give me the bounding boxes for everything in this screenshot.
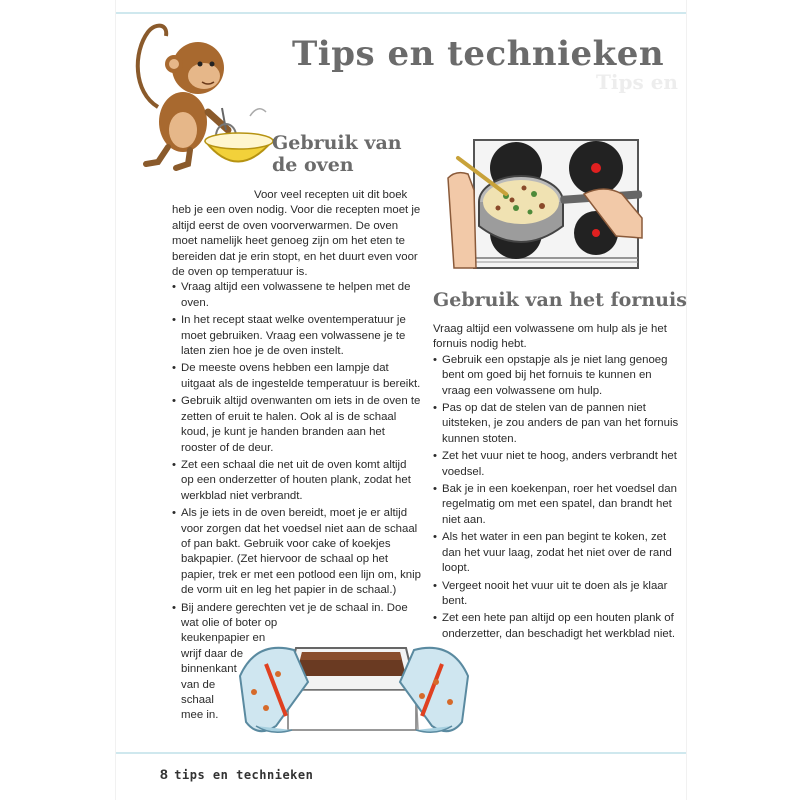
grease-line-6: van de [181, 678, 216, 691]
fornuis-bullet-list [433, 353, 683, 642]
fornuis-section-text [433, 322, 683, 644]
fornuis-heading: Gebruik van het fornuis [433, 289, 687, 311]
list-item: • Als het water in een pan begint te koken, zet dan het vuur laag, zodat het niet over de rand loopt. [433, 530, 683, 576]
list-item: • Bak je in een koekenpan, roer het voedsel dan regelmatig om met een spatel, dan brandt het niet aan. [433, 482, 683, 528]
oven-intro: Voor veel recepten uit dit boek heb je een oven nodig. Voor die recepten moet je altijd eerst de oven voorverwarmen. De oven moet namelijk heet genoeg zijn om het eten te bereiden dat je erin stopt, en het duurt even voor de oven op temperatuur is. [172, 189, 421, 279]
bottom-stripe [116, 752, 686, 754]
fornuis-intro: Vraag altijd een volwassene om hulp als je het fornuis nodig hebt. [433, 323, 667, 351]
list-item: • Zet een hete pan altijd op een houten plank of onderzetter, dan beschadigt het werkblad niet. [433, 611, 683, 642]
list-item: • Zet het vuur niet te hoog, anders verbrandt het voedsel. [433, 449, 683, 480]
oven-mitts-dish-illustration [236, 630, 472, 740]
grease-line-8: mee in. [181, 709, 219, 722]
list-item: • Gebruik altijd ovenwanten om iets in de oven te zetten of eruit te halen. Ook al is de schaal koud, je kunt je handen branden aan het rooster of de deur. [172, 394, 422, 456]
list-item: • Als je iets in de oven bereidt, moet je er altijd voor zorgen dat het voedsel niet aan de schaal of pan bakt. Gebruik voor cake of koekjes bakpapier. (Zet hiervoor de schaal op het papier, trek er met een potlood een lijn om, knip de vorm uit en leg het papier in de schaal.) [172, 506, 422, 598]
list-item: • Gebruik een opstapje als je niet lang genoeg bent om goed bij het fornuis te kunnen en vraag een volwassene om hulp. [433, 353, 683, 399]
grease-line-5: binnenkant [181, 663, 237, 676]
grease-line-3: keukenpapier en [181, 632, 266, 645]
page-title: Tips en technieken [292, 34, 665, 74]
list-item: • Zet een schaal die net uit de oven komt altijd op een onderzetter of houten plank, zodat het werkblad niet verbrandt. [172, 458, 422, 504]
list-item: • Vergeet nooit het vuur uit te doen als je klaar bent. [433, 579, 683, 610]
grease-line-1: Bij andere gerechten vet je de schaal in. Doe [181, 601, 408, 614]
list-item: • Vraag altijd een volwassene te helpen met de oven. [172, 280, 422, 311]
grease-line-4: wrijf daar de [181, 647, 244, 660]
grease-line-2: wat olie of boter op [181, 616, 278, 629]
list-item: • Pas op dat de stelen van de pannen niet uitsteken, je zou anders de pan van het fornuis kunnen stoten. [433, 401, 683, 447]
list-item: • In het recept staat welke oventemperatuur je moet gebruiken. Vraag een volwassene je te laten zien hoe je de oven instelt. [172, 313, 422, 359]
bleed-through-text: Tips en [596, 70, 678, 94]
oven-heading: Gebruik van de oven [272, 132, 402, 176]
footer-label: tips en technieken [174, 768, 314, 782]
page-number: 8 [160, 766, 169, 782]
grease-line-7: schaal [181, 694, 214, 706]
page-footer [160, 766, 313, 782]
stove-illustration [446, 138, 646, 273]
monkey-mixing-illustration [128, 12, 278, 172]
list-item: • De meeste ovens hebben een lampje dat uitgaat als de ingestelde temperatuur is bereikt. [172, 361, 422, 392]
